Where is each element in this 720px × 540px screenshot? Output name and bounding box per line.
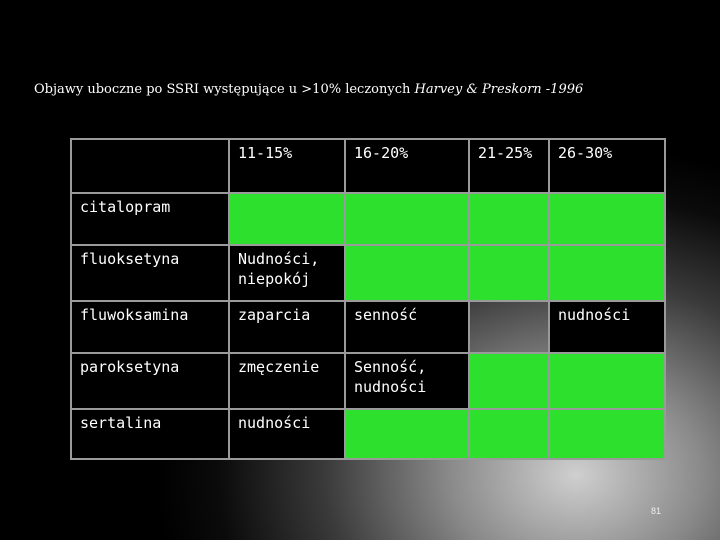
table-cell: senność	[345, 301, 469, 353]
table-cell: zaparcia	[229, 301, 345, 353]
drug-name-cell: fluoksetyna	[71, 245, 229, 301]
header-cell-blank	[71, 139, 229, 193]
table-cell: nudności	[229, 409, 345, 459]
table-row	[71, 409, 665, 459]
table-cell	[549, 193, 665, 245]
drug-name-cell: citalopram	[71, 193, 229, 245]
slide-title	[34, 82, 583, 97]
drug-name-cell: fluwoksamina	[71, 301, 229, 353]
table-cell	[345, 245, 469, 301]
table-row	[71, 301, 665, 353]
table-cell: zmęczenie	[229, 353, 345, 409]
table-cell: Nudności, niepokój	[229, 245, 345, 301]
table-header-row	[71, 139, 665, 193]
page-number: 81	[651, 506, 662, 516]
table-row	[71, 245, 665, 301]
table-cell	[345, 409, 469, 459]
header-cell-26-30: 26-30%	[549, 139, 665, 193]
table-cell	[549, 409, 665, 459]
table-cell	[549, 245, 665, 301]
title-authors: Harvey & Preskorn -1996	[414, 82, 584, 97]
side-effects-table	[70, 138, 666, 460]
table-cell	[469, 409, 549, 459]
table-cell	[469, 301, 549, 353]
table-cell	[469, 193, 549, 245]
drug-name-cell: paroksetyna	[71, 353, 229, 409]
table-cell	[345, 193, 469, 245]
table-cell	[549, 353, 665, 409]
header-cell-21-25: 21-25%	[469, 139, 549, 193]
table-cell: nudności	[549, 301, 665, 353]
header-cell-16-20: 16-20%	[345, 139, 469, 193]
table-cell	[229, 193, 345, 245]
table-row	[71, 353, 665, 409]
table-cell	[469, 245, 549, 301]
header-cell-11-15: 11-15%	[229, 139, 345, 193]
title-text: Objawy uboczne po SSRI występujące u >10% leczonych	[34, 82, 415, 97]
table-cell	[469, 353, 549, 409]
table-cell: Senność, nudności	[345, 353, 469, 409]
drug-name-cell: sertalina	[71, 409, 229, 459]
table-row	[71, 193, 665, 245]
